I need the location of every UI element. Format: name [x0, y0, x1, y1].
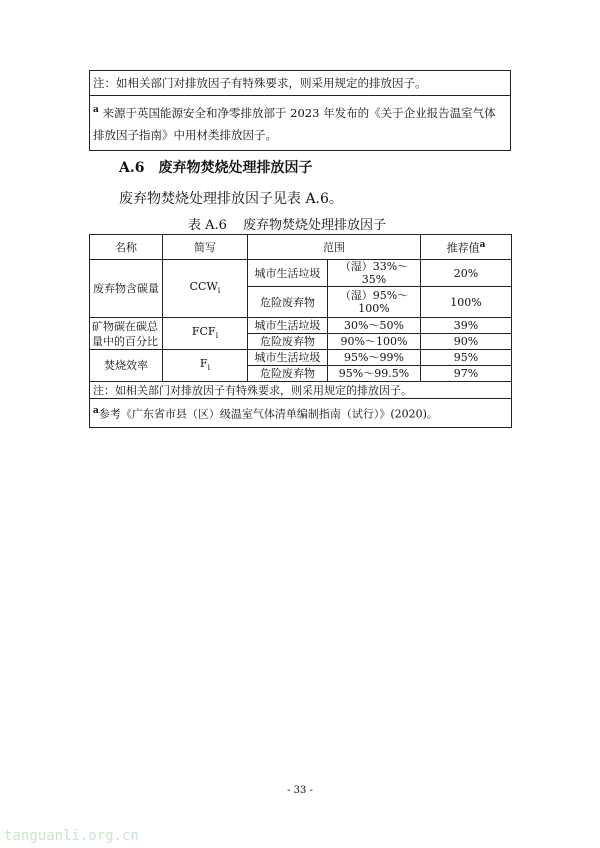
- table-row: [90, 260, 512, 287]
- table-caption-title: 废弃物焚烧处理排放因子: [242, 218, 386, 233]
- row-range: （湿）95%～100%: [328, 287, 421, 318]
- row-range: 90%～100%: [328, 334, 421, 350]
- row-category: 城市生活垃圾: [248, 318, 328, 334]
- table-note: 注：如相关部门对排放因子有特殊要求，则采用规定的排放因子。: [90, 382, 512, 399]
- row-value: 90%: [421, 334, 512, 350]
- row-value: 39%: [421, 318, 512, 334]
- row-category: 危险废弃物: [248, 366, 328, 382]
- row-name: 焚烧效率: [90, 350, 163, 382]
- header-abbr: 简写: [163, 235, 248, 260]
- row-category: 危险废弃物: [248, 287, 328, 318]
- continued-table-note: 注：如相关部门对排放因子有特殊要求，则采用规定的排放因子。: [90, 71, 510, 96]
- row-category: 城市生活垃圾: [248, 350, 328, 366]
- row-value: 100%: [421, 287, 512, 318]
- row-value: 97%: [421, 366, 512, 382]
- row-value: 95%: [421, 350, 512, 366]
- row-name: 矿物碳在碳总量中的百分比: [90, 318, 163, 350]
- row-category: 城市生活垃圾: [248, 260, 328, 287]
- row-abbr: $CCW_i$: [163, 260, 248, 318]
- table-header-row: [90, 235, 512, 260]
- row-range: 95%～99%: [328, 350, 421, 366]
- row-category: 危险废弃物: [248, 334, 328, 350]
- table-caption-number: 表 A.6: [188, 218, 227, 233]
- row-abbr: $F_i$: [163, 350, 248, 382]
- table-reference-row: [90, 399, 512, 428]
- table-note-row: [90, 382, 512, 399]
- header-name: 名称: [90, 235, 163, 260]
- page-number: - 33 -: [287, 785, 313, 796]
- section-number: A.6: [119, 160, 145, 176]
- section-paragraph: 废弃物焚烧处理排放因子见表 A.6。: [119, 191, 343, 207]
- row-range: 95%～99.5%: [328, 366, 421, 382]
- continued-table-footnote: [90, 96, 510, 146]
- row-abbr: $FCF_i$: [163, 318, 248, 350]
- emission-factor-table: [89, 234, 512, 428]
- row-range: （湿）33%～35%: [328, 260, 421, 287]
- site-watermark: tanguanli.org.cn: [4, 828, 139, 844]
- footnote-text: 来源于英国能源安全和净零排放部于 2023 年发布的《关于企业报告温室气体排放因子指南》中用材类排放因子。: [93, 105, 496, 142]
- header-recommended: 推荐值$^a$: [421, 235, 512, 260]
- footnote-mark: a: [93, 105, 99, 115]
- row-name: 废弃物含碳量: [90, 260, 163, 318]
- continued-table-notes: [89, 70, 511, 151]
- table-caption: [188, 214, 386, 233]
- header-range: 范围: [248, 235, 421, 260]
- section-heading: [119, 157, 312, 177]
- table-row: [90, 350, 512, 366]
- row-value: 20%: [421, 260, 512, 287]
- section-title: 废弃物焚烧处理排放因子: [158, 160, 313, 176]
- row-range: 30%～50%: [328, 318, 421, 334]
- table-reference: $^a$参考《广东省市县（区）级温室气体清单编制指南（试行）》(2020)。: [90, 399, 512, 428]
- table-row: [90, 318, 512, 334]
